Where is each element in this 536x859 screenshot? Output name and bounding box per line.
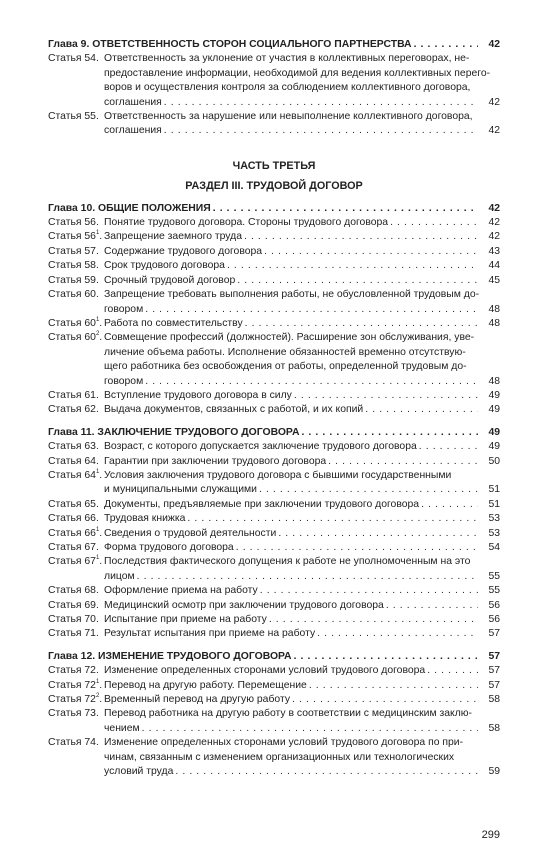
dot-leader — [414, 38, 478, 52]
article-label: Статья $60^1$. — [48, 316, 103, 329]
article-entry[interactable] — [48, 498, 500, 512]
dot-leader — [294, 650, 478, 664]
dot-leader — [142, 722, 478, 736]
dot-leader — [237, 274, 478, 288]
article-title-line: лицом — [104, 570, 135, 582]
article-title-line: воров и осуществления контроля за соблюдением коллективного договора, — [104, 82, 471, 94]
dot-leader — [264, 245, 478, 259]
article-word: Статья — [48, 665, 82, 677]
article-page: 59 — [488, 766, 500, 778]
article-superscript: 1 — [95, 468, 100, 475]
article-title-line: Условия заключения трудового договора с бывшими государственными — [104, 469, 452, 481]
article-entry[interactable] — [48, 110, 500, 139]
article-word: Статья — [48, 274, 82, 286]
dot-leader — [145, 375, 478, 389]
article-title-line: Работа по совместительству — [104, 317, 243, 329]
article-word: Статья — [48, 679, 82, 691]
article-superscript: 1 — [95, 230, 100, 237]
article-label: Статья $60^2$. — [48, 331, 103, 344]
article-entry[interactable] — [48, 469, 500, 498]
dot-leader — [390, 216, 478, 230]
article-word: Статья — [48, 737, 82, 749]
article-page: 49 — [488, 404, 500, 416]
article-title-line: Оформление приема на работу — [104, 585, 258, 597]
article-number: 71 — [84, 628, 96, 640]
article-number: 68 — [84, 585, 96, 597]
article-page: 57 — [488, 665, 500, 677]
article-entry[interactable] — [48, 288, 500, 317]
article-word: Статья — [48, 542, 82, 553]
dot-leader — [145, 303, 478, 317]
dot-leader — [245, 317, 478, 331]
chapter-entry[interactable] — [48, 38, 500, 52]
article-number: 69 — [84, 599, 96, 611]
article-page: 49 — [488, 389, 500, 401]
article-title-line: Перевод работника на другую работу в соответствии с медицинским заклю- — [104, 708, 473, 720]
article-entry[interactable] — [48, 274, 500, 288]
article-entry[interactable] — [48, 245, 500, 259]
article-number: 59 — [84, 274, 96, 286]
article-superscript: 1 — [95, 316, 100, 323]
article-label: Статья 68. — [48, 585, 99, 597]
article-word: Статья — [48, 245, 82, 257]
article-title-line: Вступление трудового договора в силу — [104, 389, 292, 401]
article-number: 57 — [84, 245, 96, 257]
article-number: 63 — [84, 441, 96, 453]
article-word: Статья — [48, 513, 82, 525]
article-label: Статья 54. — [48, 53, 99, 65]
article-number: 72 — [84, 679, 96, 691]
article-entry[interactable] — [48, 403, 500, 417]
article-number: 58 — [84, 260, 96, 272]
article-title-line: Ответственность за нарушение или невыполнение коллективного договора, — [104, 111, 473, 123]
article-label: Статья $66^1$. — [48, 526, 103, 539]
dot-leader — [328, 455, 478, 469]
article-number: 64 — [84, 455, 96, 467]
chapter-entry[interactable] — [48, 426, 500, 440]
article-page: 53 — [488, 527, 500, 539]
article-number: 62 — [84, 404, 96, 416]
article-title-line: Запрещение требовать выполнения работы, не обусловленной трудовым до- — [104, 289, 480, 301]
dot-leader — [427, 665, 478, 679]
article-page: 54 — [488, 542, 500, 553]
article-word: Статья — [48, 389, 82, 401]
article-title-line: Запрещение заемного труда — [104, 231, 242, 243]
article-entry[interactable] — [48, 707, 500, 736]
article-label: Статья 61. — [48, 389, 99, 401]
article-page: 42 — [488, 217, 500, 229]
dot-leader — [294, 389, 478, 403]
article-entry[interactable] — [48, 527, 500, 541]
article-number: 66 — [84, 527, 96, 539]
article-entry[interactable] — [48, 627, 500, 641]
article-word: Статья — [48, 53, 82, 65]
dot-leader — [137, 570, 478, 584]
article-word: Статья — [48, 217, 82, 229]
article-number: 60 — [84, 289, 96, 301]
article-superscript: 1 — [95, 526, 100, 533]
page-number: 299 — [481, 829, 500, 841]
article-page: 50 — [488, 455, 500, 467]
article-word: Статья — [48, 404, 82, 416]
article-label: Статья 60. — [48, 289, 99, 301]
chapter-page: 49 — [488, 426, 500, 438]
article-number: 70 — [84, 614, 96, 626]
article-word: Статья — [48, 317, 82, 329]
article-label: Статья 63. — [48, 441, 99, 453]
article-entry[interactable] — [48, 317, 500, 331]
article-title-line: Содержание трудового договора — [104, 245, 263, 257]
article-word: Статья — [48, 628, 82, 640]
article-superscript: 2 — [95, 693, 100, 700]
chapter-title: Глава 9. ОТВЕТСТВЕННОСТЬ СТОРОН СОЦИАЛЬНОГО ПАРТНЕРСТВА — [48, 39, 412, 50]
article-page: 58 — [488, 722, 500, 734]
article-title-line: Изменение определенных сторонами условий трудового договора — [104, 665, 426, 677]
article-title-line: Гарантии при заключении трудового договора — [104, 455, 327, 467]
article-entry[interactable] — [48, 259, 500, 273]
article-entry[interactable] — [48, 52, 500, 110]
article-word: Статья — [48, 111, 82, 123]
article-title-line: Сведения о трудовой деятельности — [104, 527, 277, 539]
article-title-line: и муниципальными служащими — [104, 484, 257, 496]
article-label: Статья 57. — [48, 245, 99, 257]
section-heading: РАЗДЕЛ III. ТРУДОВОЙ ДОГОВОР — [185, 180, 363, 193]
article-entry[interactable] — [48, 664, 500, 678]
article-label: Статья $56^1$. — [48, 230, 103, 243]
article-title-line: предоставление информации, необходимой для ведения коллективных перего- — [104, 67, 491, 79]
article-page: 49 — [488, 441, 500, 453]
article-word: Статья — [48, 556, 82, 568]
article-page: 48 — [488, 375, 500, 387]
article-number: 56 — [84, 217, 96, 229]
toc — [48, 38, 500, 780]
dot-leader — [301, 426, 478, 440]
dot-leader — [292, 693, 478, 707]
article-page: 51 — [488, 498, 500, 510]
dot-leader — [187, 513, 478, 527]
article-title-line: щего работника без освобождения от работы, определенной трудовым до- — [104, 361, 467, 373]
article-number: 66 — [84, 513, 96, 525]
article-word: Статья — [48, 231, 82, 243]
article-title-line: Результат испытания при приеме на работу — [104, 628, 316, 640]
article-title-line: Ответственность за уклонение от участия в коллективных переговорах, не- — [104, 53, 470, 65]
dot-leader — [317, 628, 478, 642]
article-title-line: Документы, предъявляемые при заключении трудового договора — [104, 498, 420, 510]
article-word: Статья — [48, 260, 82, 272]
dot-leader — [365, 404, 478, 418]
article-title-line: Перевод на другую работу. Перемещение — [104, 679, 307, 691]
article-entry[interactable] — [48, 455, 500, 469]
article-page: 56 — [488, 599, 500, 611]
dot-leader — [421, 498, 478, 512]
dot-leader — [269, 613, 478, 627]
article-label: Статья 71. — [48, 628, 99, 640]
article-word: Статья — [48, 614, 82, 626]
article-label: Статья 67. — [48, 542, 99, 553]
article-entry[interactable] — [48, 216, 500, 230]
article-word: Статья — [48, 441, 82, 453]
article-word: Статья — [48, 455, 82, 467]
chapter-title: Глава 12. ИЗМЕНЕНИЕ ТРУДОВОГО ДОГОВОРА — [48, 650, 292, 662]
article-entry[interactable] — [48, 541, 500, 555]
article-page: 48 — [488, 303, 500, 315]
article-page: 43 — [488, 245, 500, 257]
article-label: Статья $64^1$. — [48, 468, 103, 481]
article-title-line: Возраст, с которого допускается заключение трудового договора — [104, 441, 417, 453]
article-page: 57 — [488, 679, 500, 691]
article-title-line: Последствия фактического допущения к работе не уполномоченным на это — [104, 556, 471, 568]
article-superscript: 1 — [95, 678, 100, 685]
dot-leader — [419, 441, 478, 455]
article-word: Статья — [48, 694, 82, 706]
article-title-line: Изменение определенных сторонами условий трудового договора по при- — [104, 737, 464, 749]
dot-leader — [244, 231, 478, 245]
article-page: 42 — [488, 231, 500, 243]
dot-leader — [386, 599, 478, 613]
article-number: 60 — [84, 317, 96, 329]
article-word: Статья — [48, 708, 82, 720]
article-number: 72 — [84, 694, 96, 706]
article-word: Статья — [48, 498, 82, 510]
dot-leader — [236, 541, 478, 555]
article-label: Статья 66. — [48, 513, 99, 525]
article-entry[interactable] — [48, 230, 500, 244]
chapter-title: Глава 11. ЗАКЛЮЧЕНИЕ ТРУДОВОГО ДОГОВОРА — [48, 426, 300, 438]
article-label: Статья 70. — [48, 614, 99, 626]
article-entry[interactable] — [48, 693, 500, 707]
article-page: 45 — [488, 274, 500, 286]
dot-leader — [164, 96, 478, 110]
article-label: Статья 59. — [48, 274, 99, 286]
article-label: Статья 62. — [48, 404, 99, 416]
article-page: 42 — [488, 125, 500, 137]
chapter-page: 57 — [488, 650, 500, 662]
article-label: Статья $72^1$. — [48, 678, 103, 691]
article-number: 60 — [84, 332, 96, 344]
article-number: 65 — [84, 498, 96, 510]
article-entry[interactable] — [48, 389, 500, 403]
article-label: Статья 65. — [48, 498, 99, 510]
article-entry[interactable] — [48, 679, 500, 693]
article-title-line: говором — [104, 375, 144, 387]
article-title-line: Форма трудового договора — [104, 542, 234, 553]
article-entry[interactable] — [48, 512, 500, 526]
article-title-line: Совмещение профессий (должностей). Расширение зон обслуживания, уве- — [104, 332, 475, 344]
article-title-line: Понятие трудового договора. Стороны трудового договора — [104, 217, 389, 229]
article-label: Статья 55. — [48, 111, 99, 123]
article-title-line: соглашения — [104, 125, 162, 137]
article-page: 55 — [488, 570, 500, 582]
article-label: Статья $67^1$. — [48, 555, 103, 568]
dot-leader — [260, 585, 478, 599]
dot-leader — [309, 679, 478, 693]
chapter-entry[interactable] — [48, 650, 500, 664]
article-entry[interactable] — [48, 736, 500, 779]
article-page: 44 — [488, 260, 500, 272]
article-entry[interactable] — [48, 584, 500, 598]
article-page: 55 — [488, 585, 500, 597]
article-word: Статья — [48, 599, 82, 611]
article-page: 57 — [488, 628, 500, 640]
article-page: 56 — [488, 614, 500, 626]
dot-leader — [227, 260, 478, 274]
article-number: 61 — [84, 389, 96, 401]
article-page: 58 — [488, 694, 500, 706]
dot-leader — [259, 484, 478, 498]
article-title-line: соглашения — [104, 96, 162, 108]
article-superscript: 1 — [95, 555, 100, 562]
article-title-line: Испытание при приеме на работу — [104, 614, 267, 626]
article-title-line: чинам, связанным с изменением организационных или технологических — [104, 751, 455, 763]
article-label: Статья 73. — [48, 708, 99, 720]
article-title-line: Трудовая книжка — [104, 513, 186, 525]
chapter-page: 42 — [488, 39, 500, 50]
article-page: 51 — [488, 484, 500, 496]
part-heading: ЧАСТЬ ТРЕТЬЯ — [232, 159, 316, 172]
article-page: 42 — [488, 96, 500, 108]
article-label: Статья $72^2$. — [48, 693, 103, 706]
article-number: 56 — [84, 231, 96, 243]
article-entry[interactable] — [48, 331, 500, 389]
dot-leader — [164, 125, 478, 139]
chapter-page: 42 — [488, 202, 500, 214]
article-title-line: говором — [104, 303, 144, 315]
article-word: Статья — [48, 585, 82, 597]
article-word: Статья — [48, 332, 82, 344]
article-title-line: Срок трудового договора — [104, 260, 225, 272]
article-title-line: чением — [104, 722, 140, 734]
article-word: Статья — [48, 527, 82, 539]
article-number: 64 — [84, 469, 96, 481]
article-title-line: Срочный трудовой договор — [104, 274, 236, 286]
article-number: 73 — [84, 708, 96, 720]
article-label: Статья 69. — [48, 599, 99, 611]
article-label: Статья 74. — [48, 737, 99, 749]
dot-leader — [278, 527, 478, 541]
article-entry[interactable] — [48, 440, 500, 454]
article-entry[interactable] — [48, 555, 500, 584]
article-superscript: 2 — [95, 331, 100, 338]
article-label: Статья 64. — [48, 455, 99, 467]
chapter-title: Глава 10. ОБЩИЕ ПОЛОЖЕНИЯ — [48, 202, 211, 214]
article-page: 53 — [488, 513, 500, 525]
article-label: Статья 58. — [48, 260, 99, 272]
article-title-line: личение объема работы. Исполнение обязанностей временно отсутствую- — [104, 346, 466, 358]
article-number: 72 — [84, 665, 96, 677]
dot-leader — [175, 766, 478, 780]
article-label: Статья 56. — [48, 217, 99, 229]
article-page: 48 — [488, 317, 500, 329]
article-word: Статья — [48, 469, 82, 481]
article-number: 54 — [84, 53, 96, 65]
article-number: 67 — [84, 556, 96, 568]
article-entry[interactable] — [48, 599, 500, 613]
article-title-line: Временный перевод на другую работу — [104, 694, 291, 706]
article-title-line: Медицинский осмотр при заключении трудового договора — [104, 599, 384, 611]
article-number: 74 — [84, 737, 96, 749]
article-title-line: Выдача документов, связанных с работой, и их копий — [104, 404, 364, 416]
article-title-line: условий труда — [104, 766, 174, 778]
article-entry[interactable] — [48, 613, 500, 627]
article-number: 67 — [84, 542, 96, 553]
article-number: 55 — [84, 111, 96, 123]
article-word: Статья — [48, 289, 82, 301]
article-label: Статья 72. — [48, 665, 99, 677]
dot-leader — [213, 202, 478, 216]
chapter-entry[interactable] — [48, 202, 500, 216]
